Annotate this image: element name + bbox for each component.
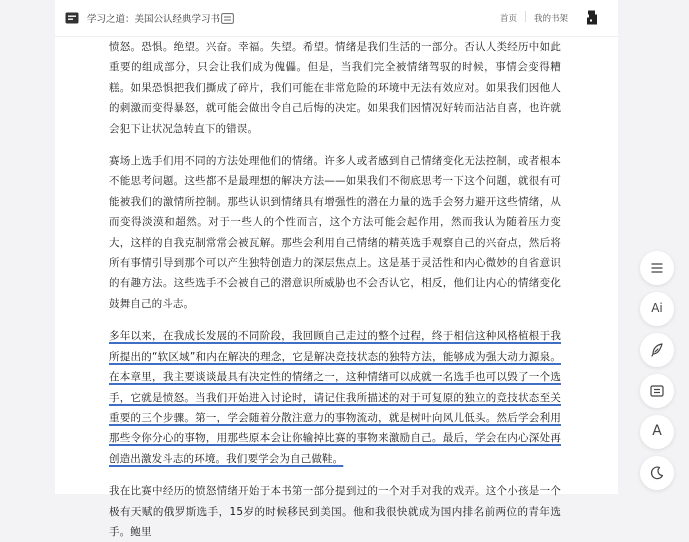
ai-button[interactable]: [640, 292, 674, 326]
font-size-button[interactable]: [640, 415, 674, 449]
book-icon[interactable]: [65, 12, 79, 24]
paragraph: [109, 37, 561, 139]
ai-text-icon: Ai: [651, 301, 663, 315]
top-bar: [55, 0, 618, 37]
highlighted-paragraph[interactable]: [109, 326, 561, 469]
nav-home-link[interactable]: 首页: [500, 14, 518, 24]
list-icon: [649, 260, 665, 276]
notes-button[interactable]: [640, 333, 674, 367]
paragraph: [109, 151, 561, 314]
nav-bookshelf-link[interactable]: 我的书架: [534, 14, 569, 24]
reading-mode-button[interactable]: [640, 374, 674, 408]
catalog-button[interactable]: [640, 251, 674, 285]
reader-page: [55, 0, 618, 538]
nav-divider: [525, 11, 526, 22]
feather-icon: [649, 342, 665, 358]
paragraph: [109, 481, 561, 542]
card-icon: [649, 383, 665, 399]
chapter-content: [109, 37, 561, 542]
paragraph-text: 赛场上选手们用不同的方法处理他们的情绪。许多人或者感到自己情绪变化无法控制，或者根本不能思考问题。这些都不是最理想的解决方法——如果我们不彻底思考一下这个问题，就很有可能被我们的激情所控制。那些认识到情绪具有增强性的潜在力量的选手会努力避开这些情绪，从而变得淡漠和超然。对于一些人的个性而言，这个方法可能会起作用，然而我认为随着压力变大，这样的自我克制常常会被瓦解。那些会利用自己情绪的精英选手观察自己的兴奋点，然后将所有事情引导到那个可以产生独特创造力的深层焦点上。这是基于灵活性和内心微妙的自省意识的有趣方法。这些选手不会被自己的潜意识所威胁也不会否认它，相反，他们让内心的情绪变化鼓舞自己的斗志。: [109, 155, 561, 310]
book-info-icon[interactable]: [221, 13, 234, 24]
highlight-underline-text[interactable]: 多年以来，在我成长发展的不同阶段，我回顾自己走过的整个过程，终于相信这种风格植根于我所提出的“软区域”和内在解决的理念，它是解决竞技状态的独特方法，能够成为强大动力源泉。在本章里，我主要谈谈最具有决定性的情绪之一，这种情绪可以成就一名选手也可以毁了一个选手，它就是愤怒。当我们开始进入讨论时，请记住我所描述的对于可复原的独立的竞技状态至关重要的三个步骤。第一，学会随着分散注意力的事物流动，就是树叶向风儿低头。然后学会利用那些令你分心的事物，用那些原本会让你输掉比赛的事物来激励自己。最后，学会在内心深处再创造出激发斗志的环境。我们要学会为自己做鞋。: [109, 330, 561, 465]
moon-icon: [649, 465, 665, 481]
night-mode-button[interactable]: [640, 456, 674, 490]
user-avatar-icon[interactable]: [585, 10, 599, 25]
book-title: 学习之道：美国公认经典学习书: [87, 14, 221, 25]
paragraph-text: 我在比赛中经历的愤怒情绪开始于本书第一部分提到过的一个对手对我的戏弄。这个小孩是一个极有天赋的俄罗斯选手，15岁的时候移民到美国。他和我很快就成为国内排名前两位的青年选手。鲍里: [109, 485, 561, 538]
paragraph-text: 愤怒。恐惧。绝望。兴奋。幸福。失望。希望。情绪是我们生活的一部分。否认人类经历中如此重要的组成部分，只会让我们成为傀儡。但是，当我们完全被情绪驾驭的时候，事情会变得糟糕。如果恐惧把我们撕成了碎片，我们可能在非常危险的环境中无法有效应对。如果我们因他人的刺激而变得暴怒，就可能会做出令自己后悔的决定。如果我们因情况好转而沾沾自喜，也许就会犯下让状况急转直下的错误。: [109, 41, 561, 135]
font-size-icon: A: [652, 423, 662, 439]
